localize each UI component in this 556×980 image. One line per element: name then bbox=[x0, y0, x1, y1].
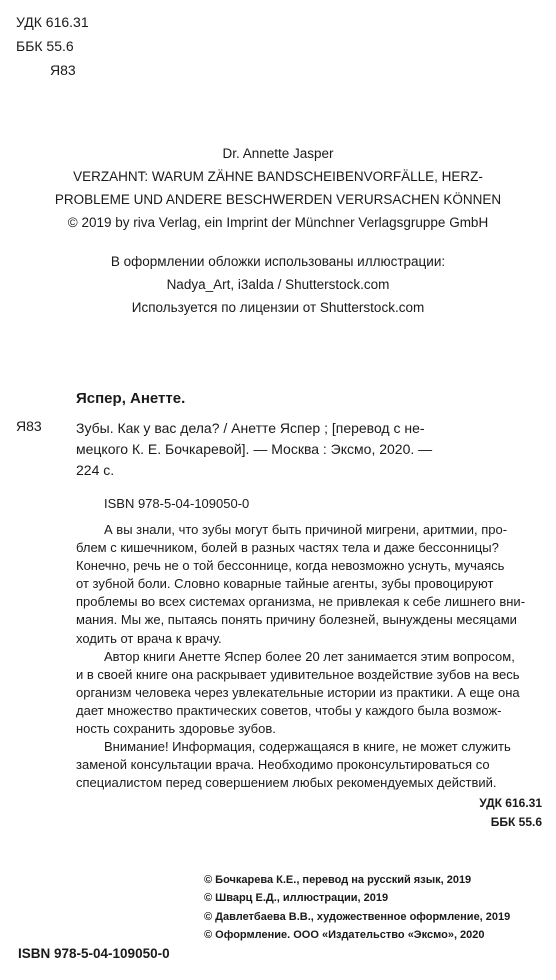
annotation-line: от зубной боли. Словно коварные тайные агенты, зубы провоцируют bbox=[76, 576, 494, 592]
annotation-line: ность сохранить здоровье зубов. bbox=[76, 721, 276, 737]
annotation-line: Внимание! Информация, содержащаяся в книге, не может служить bbox=[104, 739, 511, 755]
bbk-code-bottom: ББК 55.6 bbox=[490, 815, 542, 829]
annotation-line: специалистом перед совершением любых рекомендуемых действий. bbox=[76, 775, 497, 791]
annotation-line: ходить от врача к врачу. bbox=[76, 630, 222, 646]
annotation-paragraph bbox=[76, 521, 544, 648]
bib-line: мецкого К. Е. Бочкаревой]. — Москва : Эксмо, 2020. — bbox=[76, 441, 433, 457]
annotation-line: заменой консультации врача. Необходимо проконсультироваться со bbox=[76, 757, 490, 773]
original-title-line: VERZAHNT: WARUM ZÄHNE BANDSCHEIBENVORFÄLLE, HERZ- bbox=[73, 169, 483, 184]
illustrations-credit-line: В оформлении обложки использованы иллюстрации: bbox=[110, 254, 446, 269]
copyright-block bbox=[204, 871, 510, 945]
original-copyright: © 2019 by riva Verlag, ein Imprint der Münchner Verlagsgruppe GmbH bbox=[67, 215, 489, 230]
annotation-line: организм человека через увлекательные истории из практики. А еще она bbox=[76, 684, 520, 700]
copyright-line: © Бочкарева К.Е., перевод на русский язык, 2019 bbox=[204, 874, 472, 886]
illustrations-credit-line: Nadya_Art, i3alda / Shutterstock.com bbox=[166, 277, 390, 292]
bib-line: Зубы. Как у вас дела? / Анетте Яспер ; [перевод с не- bbox=[76, 420, 425, 436]
udk-code-bottom: УДК 616.31 bbox=[479, 796, 542, 810]
annotation-paragraph bbox=[76, 648, 544, 738]
illustrations-credit-line: Используется по лицензии от Shutterstock.com bbox=[131, 300, 425, 315]
annotation-line: А вы знали, что зубы могут быть причиной мигрени, аритмии, про- bbox=[104, 522, 508, 537]
record-isbn: ISBN 978-5-04-109050-0 bbox=[104, 496, 250, 511]
annotation-line: Конечно, речь не о той бессоннице, когда невозможно уснуть, мучаясь bbox=[76, 558, 505, 574]
record-author-heading: Яспер, Анетте. bbox=[76, 390, 186, 407]
annotation bbox=[76, 521, 544, 792]
annotation-line: дает множество практических советов, чтобы у каждого была возмож- bbox=[76, 702, 502, 718]
original-title-line: PROBLEME UND ANDERE BESCHWERDEN VERURSACHEN KÖNNEN bbox=[54, 192, 502, 207]
original-author: Dr. Annette Jasper bbox=[222, 146, 334, 161]
udk-code-top: УДК 616.31 bbox=[16, 14, 89, 30]
annotation-line: и в своей книге она раскрывает удивительное воздействие зубов на весь bbox=[76, 666, 520, 682]
bbk-code-top: ББК 55.6 bbox=[16, 38, 74, 54]
author-code-top: Я83 bbox=[50, 62, 76, 78]
record-author-code: Я83 bbox=[16, 418, 42, 434]
copyright-line: © Давлетбаева В.В., художественное оформление, 2019 bbox=[204, 910, 511, 923]
annotation-line: проблемы во всех системах организма, не привлекая к себе лишнего вни- bbox=[76, 594, 526, 610]
annotation-line: Автор книги Анетте Яспер более 20 лет занимается этим вопросом, bbox=[104, 648, 515, 664]
annotation-line: блем с кишечником, болей в разных частях тела и даже бессонницы? bbox=[76, 540, 499, 556]
copyright-line: © Оформление. ООО «Издательство «Эксмо», 2020 bbox=[204, 929, 485, 942]
copyright-line: © Шварц Е.Д., иллюстрации, 2019 bbox=[204, 892, 389, 905]
annotation-paragraph bbox=[76, 738, 544, 792]
annotation-line: мания. Мы же, пытаясь понять причину болезней, вынуждены месяцами bbox=[76, 612, 517, 628]
bibliographic-description bbox=[76, 418, 544, 481]
original-edition-block bbox=[10, 142, 546, 234]
isbn-footer: ISBN 978-5-04-109050-0 bbox=[18, 946, 170, 961]
bib-line: 224 с. bbox=[76, 462, 115, 478]
